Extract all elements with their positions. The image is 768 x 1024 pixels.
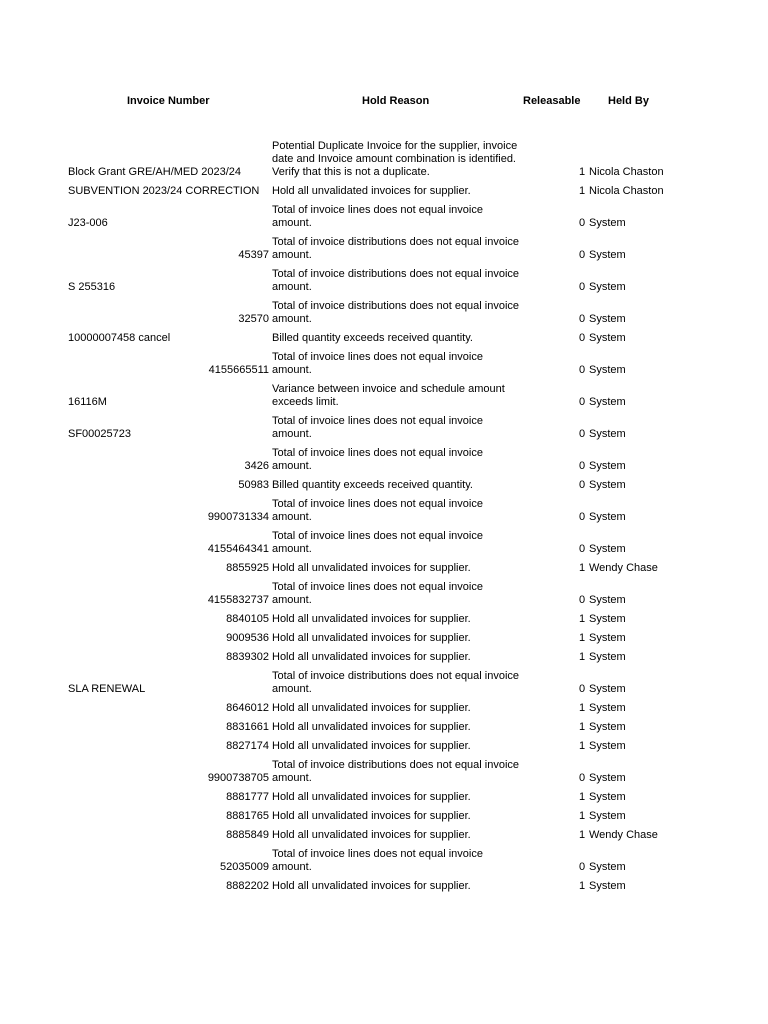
hold-reason-cell: Billed quantity exceeds received quantity. <box>272 479 473 491</box>
invoice-number-cell: SF00025723 <box>68 428 131 440</box>
hold-reason-cell: Total of invoice distributions does not equal invoice amount. <box>272 300 520 325</box>
invoice-number-cell: 4155832737 <box>207 594 269 606</box>
hold-reason-cell: Total of invoice lines does not equal invoice amount. <box>272 581 483 606</box>
table-row <box>0 791 768 804</box>
held-by-cell: System <box>589 740 626 752</box>
hold-reason-cell: Total of invoice distributions does not equal invoice amount. <box>272 268 520 293</box>
invoice-number-cell: 8881765 <box>226 810 269 822</box>
held-by-cell: System <box>589 772 626 784</box>
invoice-number-cell: 32570 <box>238 313 269 325</box>
hold-reason-cell: Total of invoice lines does not equal invoice amount. <box>272 498 483 523</box>
table-row <box>0 351 768 377</box>
invoice-number-cell: 9009536 <box>226 632 269 644</box>
hold-reason-cell: Total of invoice lines does not equal invoice amount. <box>272 415 483 440</box>
held-by-cell: System <box>589 594 626 606</box>
releasable-cell: 0 <box>579 861 586 873</box>
hold-reason-cell: Variance between invoice and schedule amount exceeds limit. <box>272 383 505 408</box>
hold-reason-cell: Total of invoice lines does not equal invoice amount. <box>272 447 483 472</box>
held-by-cell: System <box>589 396 626 408</box>
releasable-cell: 0 <box>579 249 586 261</box>
hold-reason-cell: Hold all unvalidated invoices for supplier. <box>272 562 471 574</box>
table-row <box>0 581 768 607</box>
invoice-number-cell: SUBVENTION 2023/24 CORRECTION <box>68 185 260 197</box>
invoice-number-cell: Block Grant GRE/AH/MED 2023/24 <box>68 166 242 178</box>
invoice-number-cell: 4155665511 <box>208 364 269 376</box>
hold-reason-cell: Hold all unvalidated invoices for supplier. <box>272 613 471 625</box>
hold-reason-cell: Billed quantity exceeds received quantity. <box>272 332 473 344</box>
invoice-number-cell: 16116M <box>68 396 107 408</box>
releasable-cell: 0 <box>579 683 586 695</box>
held-by-cell: System <box>589 249 626 261</box>
releasable-cell: 0 <box>579 594 586 606</box>
table-row <box>0 702 768 715</box>
invoice-number-cell: 8881777 <box>226 791 269 803</box>
table-row <box>0 759 768 785</box>
releasable-cell: 1 <box>579 613 586 625</box>
held-by-cell: System <box>589 543 626 555</box>
releasable-cell: 0 <box>579 217 586 229</box>
hold-reason-cell: Total of invoice distributions does not equal invoice amount. <box>272 759 520 784</box>
held-by-cell: Nicola Chaston <box>589 166 664 178</box>
hold-reason-cell: Hold all unvalidated invoices for supplier. <box>272 810 471 822</box>
header-hold-reason: Hold Reason <box>362 95 430 107</box>
table-row <box>0 268 768 294</box>
releasable-cell: 1 <box>579 880 586 892</box>
table-row <box>0 300 768 326</box>
table-row <box>0 613 768 626</box>
held-by-cell: System <box>589 810 626 822</box>
table-row <box>0 383 768 409</box>
invoice-number-cell: 8831661 <box>226 721 269 733</box>
held-by-cell: Wendy Chase <box>589 562 658 574</box>
hold-reason-cell: Total of invoice lines does not equal invoice amount. <box>272 351 483 376</box>
releasable-cell: 0 <box>579 396 586 408</box>
releasable-cell: 1 <box>579 166 586 178</box>
hold-reason-cell: Total of invoice distributions does not equal invoice amount. <box>272 670 520 695</box>
table-row <box>0 740 768 753</box>
table-row <box>0 530 768 556</box>
table-row <box>0 447 768 473</box>
releasable-cell: 0 <box>579 281 586 293</box>
table-header <box>0 95 768 109</box>
invoice-number-cell: 8827174 <box>226 740 269 752</box>
releasable-cell: 0 <box>579 332 586 344</box>
held-by-cell: Wendy Chase <box>589 829 658 841</box>
hold-reason-cell: Potential Duplicate Invoice for the supplier, invoice date and Invoice amount combination is identified. Verify that this is not a duplicate. <box>272 140 518 178</box>
hold-reason-cell: Hold all unvalidated invoices for supplier. <box>272 651 471 663</box>
releasable-cell: 1 <box>579 791 586 803</box>
held-by-cell: System <box>589 332 626 344</box>
hold-reason-cell: Hold all unvalidated invoices for supplier. <box>272 829 471 841</box>
releasable-cell: 1 <box>579 562 586 574</box>
invoice-number-cell: 4155464341 <box>207 543 269 555</box>
table-row <box>0 810 768 823</box>
header-releasable: Releasable <box>523 95 581 107</box>
held-by-cell: System <box>589 479 626 491</box>
held-by-cell: System <box>589 791 626 803</box>
hold-reason-cell: Total of invoice lines does not equal invoice amount. <box>272 204 483 229</box>
held-by-cell: System <box>589 313 626 325</box>
hold-reason-cell: Hold all unvalidated invoices for supplier. <box>272 632 471 644</box>
invoice-number-cell: 52035009 <box>220 861 269 873</box>
invoice-number-cell: 50983 <box>238 479 269 491</box>
invoice-holds-table <box>0 140 768 899</box>
hold-reason-cell: Total of invoice distributions does not equal invoice amount. <box>272 236 520 261</box>
table-row <box>0 721 768 734</box>
table-row <box>0 185 768 198</box>
invoice-number-cell: 45397 <box>238 249 269 261</box>
header-invoice-number: Invoice Number <box>127 95 210 107</box>
releasable-cell: 1 <box>579 829 586 841</box>
hold-reason-cell: Hold all unvalidated invoices for supplier. <box>272 721 471 733</box>
table-row <box>0 562 768 575</box>
releasable-cell: 0 <box>579 511 586 523</box>
held-by-cell: System <box>589 428 626 440</box>
held-by-cell: System <box>589 721 626 733</box>
held-by-cell: System <box>589 281 626 293</box>
invoice-number-cell: 9900738705 <box>207 772 269 784</box>
held-by-cell: System <box>589 632 626 644</box>
table-row <box>0 204 768 230</box>
held-by-cell: Nicola Chaston <box>589 185 664 197</box>
held-by-cell: System <box>589 511 626 523</box>
table-row <box>0 332 768 345</box>
releasable-cell: 0 <box>579 772 586 784</box>
held-by-cell: System <box>589 861 626 873</box>
invoice-number-cell: J23-006 <box>68 217 108 229</box>
held-by-cell: System <box>589 613 626 625</box>
invoice-number-cell: 8840105 <box>226 613 269 625</box>
table-row <box>0 498 768 524</box>
held-by-cell: System <box>589 683 626 695</box>
invoice-number-cell: 3426 <box>244 460 269 472</box>
releasable-cell: 0 <box>579 428 586 440</box>
table-row <box>0 415 768 441</box>
releasable-cell: 1 <box>579 810 586 822</box>
releasable-cell: 1 <box>579 721 586 733</box>
releasable-cell: 0 <box>579 364 586 376</box>
table-row <box>0 670 768 696</box>
held-by-cell: System <box>589 460 626 472</box>
releasable-cell: 0 <box>579 460 586 472</box>
invoice-number-cell: 9900731334 <box>207 511 269 523</box>
table-row <box>0 140 768 179</box>
held-by-cell: System <box>589 217 626 229</box>
releasable-cell: 0 <box>579 543 586 555</box>
invoice-number-cell: 8839302 <box>226 651 269 663</box>
table-row <box>0 829 768 842</box>
releasable-cell: 0 <box>579 479 586 491</box>
hold-reason-cell: Hold all unvalidated invoices for supplier. <box>272 740 471 752</box>
releasable-cell: 1 <box>579 632 586 644</box>
releasable-cell: 1 <box>579 651 586 663</box>
table-row <box>0 479 768 492</box>
releasable-cell: 1 <box>579 702 586 714</box>
invoice-number-cell: 8882202 <box>226 880 269 892</box>
held-by-cell: System <box>589 364 626 376</box>
hold-reason-cell: Total of invoice lines does not equal invoice amount. <box>272 848 483 873</box>
invoice-number-cell: 8646012 <box>226 702 269 714</box>
releasable-cell: 1 <box>579 185 586 197</box>
table-row <box>0 236 768 262</box>
table-row <box>0 632 768 645</box>
invoice-number-cell: 10000007458 cancel <box>68 332 171 344</box>
invoice-number-cell: S 255316 <box>68 281 116 293</box>
hold-reason-cell: Hold all unvalidated invoices for supplier. <box>272 702 471 714</box>
invoice-number-cell: 8855925 <box>226 562 269 574</box>
hold-reason-cell: Hold all unvalidated invoices for supplier. <box>272 880 471 892</box>
invoice-number-cell: SLA RENEWAL <box>68 683 146 695</box>
hold-reason-cell: Total of invoice lines does not equal invoice amount. <box>272 530 483 555</box>
held-by-cell: System <box>589 651 626 663</box>
table-row <box>0 651 768 664</box>
releasable-cell: 1 <box>579 740 586 752</box>
held-by-cell: System <box>589 880 626 892</box>
table-row <box>0 880 768 893</box>
hold-reason-cell: Hold all unvalidated invoices for supplier. <box>272 185 471 197</box>
held-by-cell: System <box>589 702 626 714</box>
invoice-number-cell: 8885849 <box>226 829 269 841</box>
table-row <box>0 848 768 874</box>
hold-reason-cell: Hold all unvalidated invoices for supplier. <box>272 791 471 803</box>
header-held-by: Held By <box>608 95 649 107</box>
releasable-cell: 0 <box>579 313 586 325</box>
